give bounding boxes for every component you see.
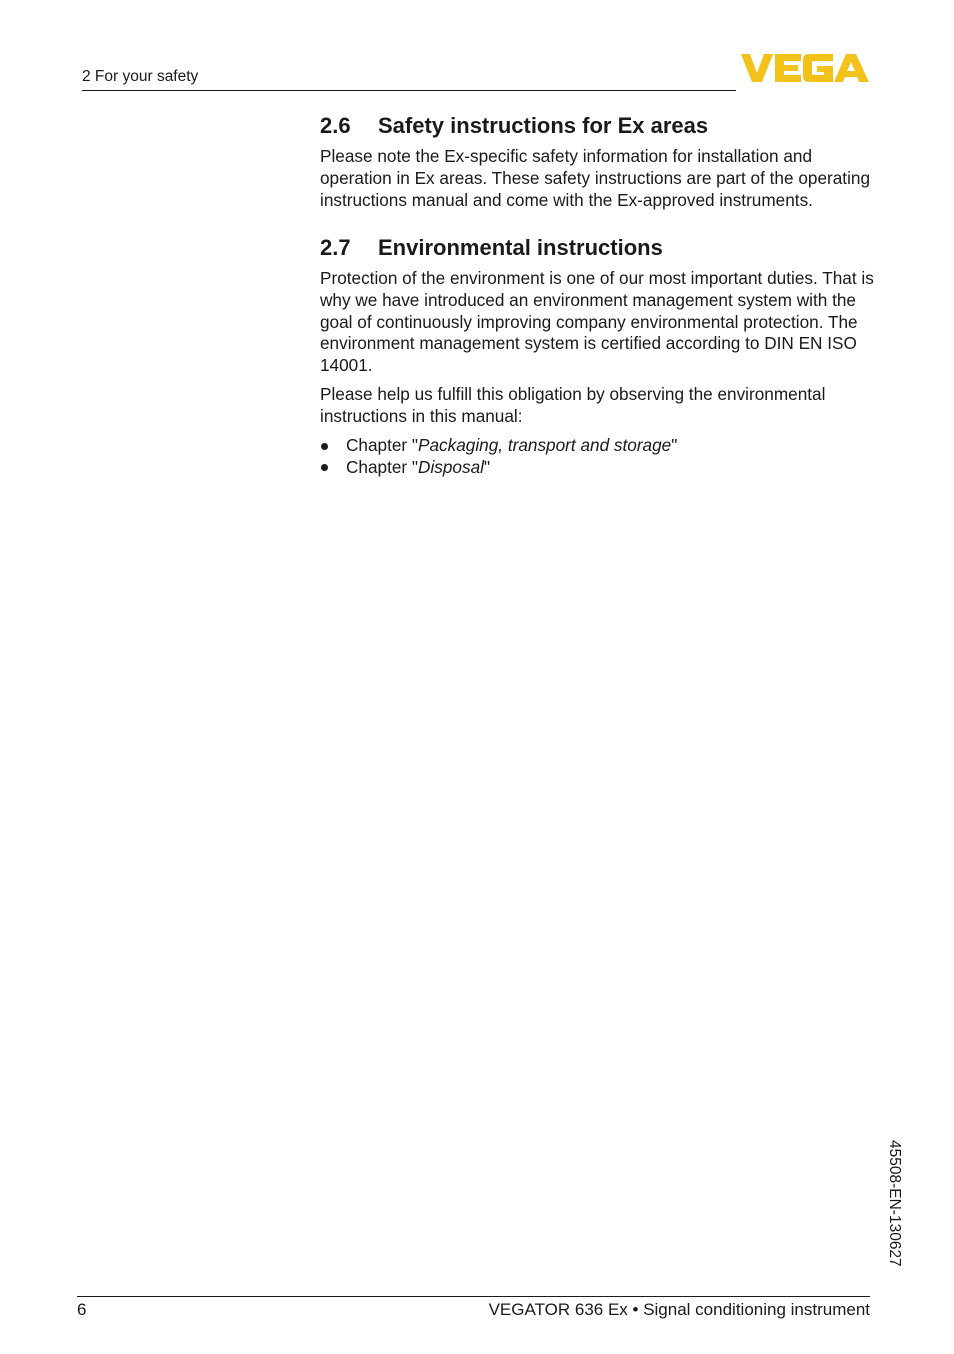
list-item xyxy=(320,457,876,479)
section-2-6-title: Safety instructions for Ex areas xyxy=(378,113,709,138)
section-2-6-heading xyxy=(320,111,876,141)
list-item-suffix: " xyxy=(671,435,678,456)
section-2-7-number: 2.7 xyxy=(320,234,351,260)
chapter-reference: Packaging, transport and storage xyxy=(418,435,672,456)
chapter-reference-list xyxy=(320,435,876,479)
list-item xyxy=(320,435,876,457)
main-content xyxy=(320,111,876,479)
list-item-suffix: " xyxy=(483,456,491,477)
header-divider xyxy=(82,90,736,91)
footer-divider xyxy=(77,1296,870,1297)
bullet-icon xyxy=(321,443,328,450)
document-code: 45508-EN-130627 xyxy=(886,1140,903,1267)
chapter-reference: Disposal xyxy=(418,456,484,477)
footer-document-title: VEGATOR 636 Ex • Signal conditioning instrument xyxy=(488,1300,870,1319)
section-2-6-number: 2.6 xyxy=(320,113,351,138)
page-number: 6 xyxy=(77,1300,87,1319)
section-2-7-body-1: Protection of the environment is one of our most important duties. That is why we have introduced an environment management system with the goal of continuously improving company environmental protection. The environment management system is certified according to DIN EN ISO 14001. xyxy=(320,267,874,376)
bullet-icon xyxy=(321,464,328,471)
list-item-prefix: Chapter " xyxy=(346,435,419,456)
running-header: 2 For your safety xyxy=(82,68,199,85)
section-2-7-heading xyxy=(320,233,876,263)
section-2-7-title: Environmental instructions xyxy=(378,234,663,260)
section-2-7-body-2: Please help us fulfill this obligation by observing the environmental instructions in this manual: xyxy=(320,384,826,427)
list-item-prefix: Chapter " xyxy=(346,456,419,477)
section-2-6-body: Please note the Ex-specific safety information for installation and operation in Ex areas. These safety instructions are part of the operating instructions manual and come with the Ex-approved instruments. xyxy=(320,146,870,210)
vega-logo xyxy=(741,53,871,83)
